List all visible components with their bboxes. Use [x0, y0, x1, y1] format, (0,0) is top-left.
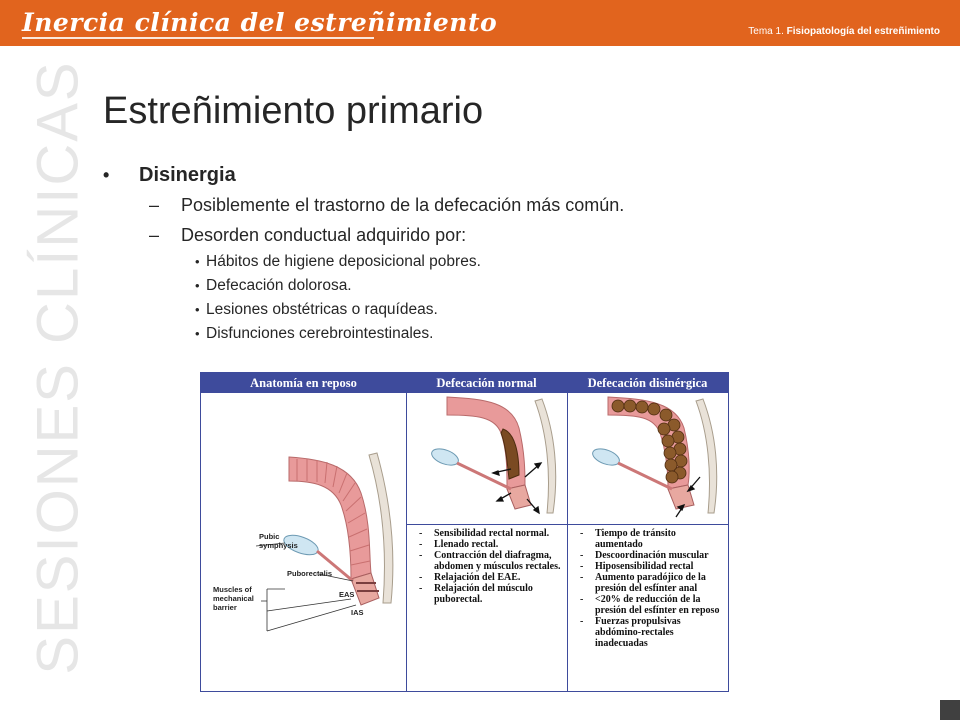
- slide-title: Estreñimiento primario: [103, 90, 484, 132]
- anatomy-figure: [200, 372, 729, 692]
- normal-notes-list: [415, 528, 565, 605]
- label-ias: IAS: [351, 608, 364, 617]
- normal-note-item: - Llenado rectal.: [415, 539, 565, 550]
- normal-defecation-illustration: [407, 393, 567, 523]
- column-title-dyssynergic: Defecación disinérgica: [587, 376, 708, 390]
- row-divider: [406, 524, 728, 525]
- brand-underline: [22, 37, 374, 39]
- normal-note-item: - Relajación del EAE.: [415, 572, 565, 583]
- header-bar: [0, 0, 960, 46]
- cause-item: • Hábitos de higiene deposicional pobres.: [103, 250, 923, 274]
- subpoint-item: – Posiblemente el trastorno de la defecación más común.: [103, 190, 923, 220]
- watermark-text: SESIONES CLÍNICAS: [25, 60, 91, 675]
- topic-prefix: Tema 1.: [748, 26, 784, 37]
- dyssynergic-note-item: - <20% de reducción de la presión del esfínter en reposo: [576, 594, 726, 616]
- cause-item: • Lesiones obstétricas o raquídeas.: [103, 298, 923, 322]
- label-eas: EAS: [339, 590, 355, 599]
- slide-number-box: [940, 700, 960, 720]
- dyssynergic-note-item: - Descoordinación muscular: [576, 550, 726, 561]
- cause-item: • Defecación dolorosa.: [103, 274, 923, 298]
- dyssynergic-note-item: - Tiempo de tránsito aumentado: [576, 528, 726, 550]
- dyssynergic-defecation-illustration: [568, 393, 728, 523]
- dyssynergic-notes-list: [576, 528, 726, 649]
- normal-note-item: - Relajación del músculo puborectal.: [415, 583, 565, 605]
- normal-note-item: - Sensibilidad rectal normal.: [415, 528, 565, 539]
- bullet-list: [103, 160, 923, 346]
- subpoint-item: – Desorden conductual adquirido por:: [103, 220, 923, 250]
- normal-note-item: - Contracción del diafragma, abdomen y músculos rectales.: [415, 550, 565, 572]
- label-puborectalis: Puborectalis: [287, 569, 333, 578]
- column-title-normal: Defecación normal: [436, 376, 537, 390]
- cause-item: • Disfunciones cerebrointestinales.: [103, 322, 923, 346]
- dyssynergic-note-item: - Hiposensibilidad rectal: [576, 561, 726, 572]
- brand-logo-text: Inercia clínica del estreñimiento: [22, 8, 498, 37]
- label-pubic-symphysis: Pubic symphysis: [259, 532, 298, 550]
- label-mechanical-barrier: Muscles of mechanical barrier: [213, 585, 254, 612]
- bullet-main: • Disinergia: [103, 160, 923, 190]
- dyssynergic-note-item: - Fuerzas propulsivas abdómino-rectales inadecuadas: [576, 616, 726, 649]
- dyssynergic-note-item: - Aumento paradójico de la presión del esfínter anal: [576, 572, 726, 594]
- column-title-rest: Anatomía en reposo: [250, 376, 357, 390]
- topic-label: [748, 26, 940, 37]
- topic-title: Fisiopatología del estreñimiento: [786, 26, 940, 37]
